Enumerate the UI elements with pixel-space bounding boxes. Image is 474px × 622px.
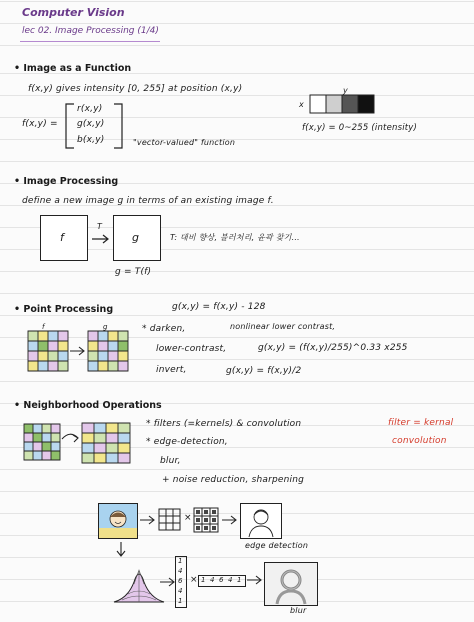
s4-heading: • Neighborhood Operations [14, 400, 162, 411]
fx-label: f(x,y) = [22, 119, 58, 129]
col-cell-4: 4 [178, 587, 183, 595]
down-arrow [116, 542, 126, 558]
neighborhood-grid-g [82, 423, 130, 463]
col-cell-2: 4 [178, 567, 183, 575]
kernel-grid [194, 508, 218, 532]
col-cell-3: 6 [178, 577, 183, 585]
portrait-image [98, 503, 138, 539]
col-cell-1: 1 [178, 557, 183, 565]
row-cell-1: 1 [201, 576, 206, 584]
transform-t: T [97, 222, 103, 231]
left-bracket [64, 103, 76, 149]
blur-label: blur [290, 606, 307, 615]
image-f-box [40, 215, 88, 261]
neighborhood-grid-f [24, 424, 60, 460]
filters-line: * filters (=kernels) & convolution [146, 419, 302, 429]
transform-arrow [92, 235, 110, 243]
s3-heading: • Point Processing [14, 304, 114, 315]
lower-contrast-label: lower-contrast, [156, 344, 227, 354]
kernel-row [198, 575, 246, 587]
blurred-output-image [264, 562, 318, 606]
image-g-label: g [132, 231, 140, 244]
intensity-strip [310, 95, 374, 113]
invert-label: invert, [156, 365, 187, 375]
grid-g-label: g [103, 323, 108, 331]
grid-f-label: f [42, 323, 45, 331]
portrait-face-icon [99, 504, 137, 538]
row-cell-2: 4 [210, 576, 215, 584]
lecture-underline [20, 41, 160, 42]
r-component: r(x,y) [77, 104, 103, 114]
row-cell-3: 6 [219, 576, 224, 584]
s2-heading: • Image Processing [14, 176, 119, 187]
invert-eq: g(x,y) = f(x,y)/2 [226, 366, 302, 376]
x-marker: x [299, 100, 304, 109]
patch-grid [159, 509, 181, 531]
filter-kernel-note: filter = kernal [388, 418, 454, 428]
noise-line: + noise reduction, sharpening [162, 475, 305, 485]
conv-arrow-1 [140, 516, 156, 524]
conv-arrow-2 [222, 516, 238, 524]
right-bracket [112, 103, 124, 149]
edge-face-icon [241, 504, 281, 538]
conv-times-2: × [190, 575, 198, 585]
row-cell-5: 1 [237, 576, 242, 584]
neighborhood-arrow [62, 432, 80, 442]
edge-line: * edge-detection, [146, 437, 228, 447]
pixel-grid-g [88, 331, 128, 371]
y-marker: y [343, 86, 348, 95]
blurred-face-icon [265, 563, 317, 605]
darken-eq: g(x,y) = f(x,y) - 128 [172, 302, 266, 312]
blur-arrow-2 [247, 576, 263, 584]
gaussian-surface [112, 562, 166, 604]
b-component: b(x,y) [77, 135, 105, 145]
edge-output-image [240, 503, 282, 539]
image-g-box [113, 215, 161, 261]
transform-note: T: 대비 향상, 블러처리, 윤곽 찾기… [170, 233, 300, 242]
row-cell-4: 4 [228, 576, 233, 584]
blur-arrow-1 [160, 578, 176, 586]
nonlinear-label: nonlinear lower contrast, [230, 322, 336, 331]
lecture-title: lec 02. Image Processing (1/4) [22, 26, 159, 36]
image-f-label: f [60, 231, 65, 244]
intensity-range: f(x,y) = 0~255 (intensity) [302, 123, 418, 133]
blur-line: blur, [160, 456, 181, 466]
g-component: g(x,y) [77, 119, 105, 129]
transform-eq: g = T(f) [115, 267, 152, 277]
convolution-note: convolution [392, 436, 447, 446]
col-cell-5: 1 [178, 597, 183, 605]
s1-heading: • Image as a Function [14, 63, 132, 74]
point-arrow [70, 347, 86, 355]
vector-note: "vector-valued" function [133, 138, 236, 147]
s2-define: define a new image g in terms of an existing image f. [22, 196, 274, 206]
s1-line1: f(x,y) gives intensity [0, 255] at position (x,y) [28, 84, 243, 94]
conv-times-1: × [184, 513, 192, 523]
kernel-column [175, 556, 187, 608]
edge-detection-label: edge detection [245, 541, 309, 550]
darken-label: * darken, [142, 324, 186, 334]
nonlinear-eq: g(x,y) = (f(x,y)/255)^0.33 x255 [258, 343, 408, 353]
pixel-grid-f [28, 331, 68, 371]
page-title: Computer Vision [22, 6, 125, 19]
